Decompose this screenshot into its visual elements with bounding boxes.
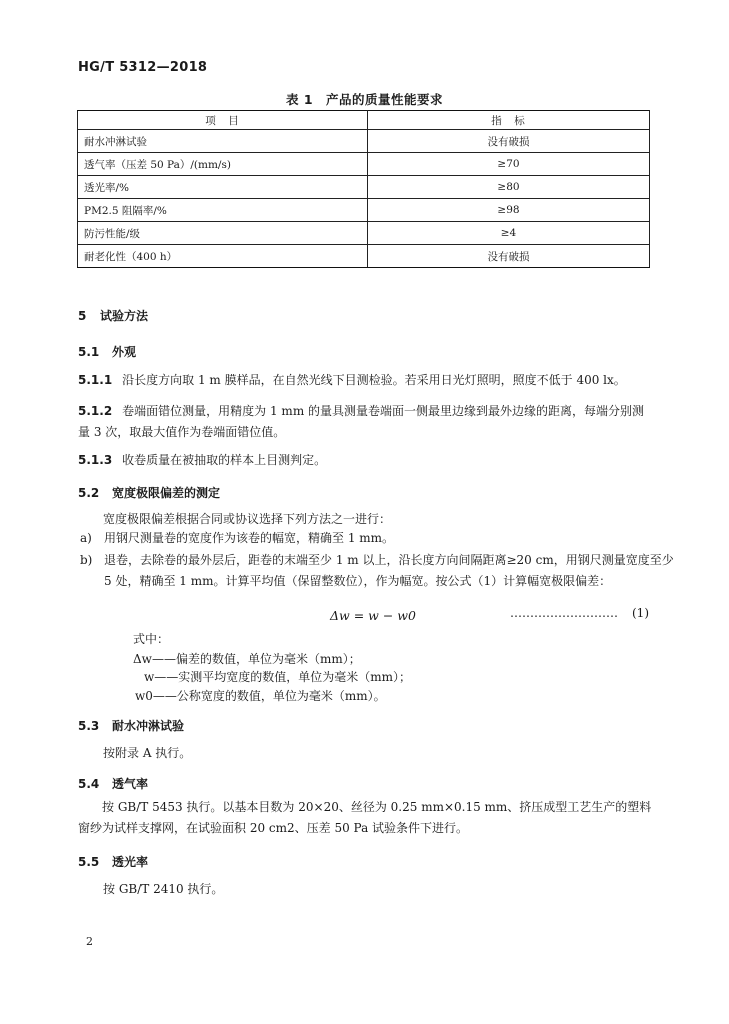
quality-requirements-table bbox=[77, 110, 650, 268]
section-title: 耐水冲淋试验 bbox=[112, 719, 185, 733]
list-item-b bbox=[80, 550, 678, 592]
list-text: 退卷，去除卷的最外层后，距卷的末端至少 1 m 以上，沿长度方向间隔距离≥20 cm，用钢尺测量宽度至少 5 处，精确至 1 mm。计算平均值（保留整数位），作为幅宽。按公式（1）计算幅宽极限偏差： bbox=[104, 553, 674, 588]
section-5-5-text: 按 GB/T 2410 执行。 bbox=[103, 882, 224, 896]
formula-leader-dots: ……………………… bbox=[510, 606, 618, 620]
section-5-heading bbox=[78, 307, 148, 324]
table-header-row bbox=[78, 111, 650, 130]
table-row bbox=[78, 199, 650, 222]
row-value: ≥98 bbox=[368, 199, 650, 222]
section-number: 5 bbox=[78, 309, 87, 323]
list-letter: b) bbox=[80, 553, 93, 567]
section-title: 试验方法 bbox=[100, 309, 149, 323]
table-row bbox=[78, 176, 650, 199]
row-value: 没有破损 bbox=[368, 130, 650, 153]
clause-number: 5.1.3 bbox=[78, 453, 113, 467]
paragraph-5-1-2 bbox=[78, 401, 654, 443]
list-item-a bbox=[80, 528, 654, 549]
row-value: ≥70 bbox=[368, 153, 650, 176]
row-item: PM2.5 阻隔率/% bbox=[78, 199, 368, 222]
section-number: 5.2 bbox=[78, 486, 100, 500]
row-item: 耐水冲淋试验 bbox=[78, 130, 368, 153]
clause-text: 收卷质量在被抽取的样本上目测判定。 bbox=[122, 453, 327, 467]
table-row bbox=[78, 130, 650, 153]
clause-number: 5.1.2 bbox=[78, 404, 113, 418]
section-number: 5.1 bbox=[78, 345, 100, 359]
section-5-5-heading bbox=[78, 853, 148, 870]
header-index: 指 标 bbox=[368, 111, 650, 130]
clause-text: 卷端面错位测量，用精度为 1 mm 的量具测量卷端面一侧最里边缘到最外边缘的距离，每端分别测量 3 次，取最大值作为卷端面错位值。 bbox=[78, 404, 645, 439]
row-value: 没有破损 bbox=[368, 245, 650, 268]
list-letter: a) bbox=[80, 531, 92, 545]
table-row bbox=[78, 245, 650, 268]
clause-number: 5.1.1 bbox=[78, 373, 113, 387]
table-row bbox=[78, 222, 650, 245]
row-item: 透光率/% bbox=[78, 176, 368, 199]
width-deviation-intro: 宽度极限偏差根据合同或协议选择下列方法之一进行： bbox=[103, 512, 392, 526]
formula-where-label: 式中： bbox=[133, 632, 170, 646]
header-item: 项 目 bbox=[78, 111, 368, 130]
section-5-2-heading bbox=[78, 484, 220, 501]
table-row bbox=[78, 153, 650, 176]
section-5-3-text: 按附录 A 执行。 bbox=[103, 746, 192, 760]
paragraph-5-1-3 bbox=[78, 450, 654, 471]
section-5-3-heading bbox=[78, 717, 184, 734]
row-item: 耐老化性（400 h） bbox=[78, 245, 368, 268]
formula-number: (1) bbox=[632, 606, 649, 620]
table-caption: 表 1 产品的质量性能要求 bbox=[285, 92, 444, 107]
formula-variable-w0: w0——公称宽度的数值，单位为毫米（mm）。 bbox=[135, 689, 386, 703]
section-title: 透气率 bbox=[112, 777, 149, 791]
section-number: 5.5 bbox=[78, 855, 100, 869]
page-number: 2 bbox=[86, 935, 93, 948]
section-title: 透光率 bbox=[112, 855, 149, 869]
formula-width-deviation: Δw = w − w0 bbox=[330, 608, 416, 623]
section-5-4-text: 按 GB/T 5453 执行。以基本目数为 20×20、丝径为 0.25 mm×0.15 mm、挤压成型工艺生产的塑料窗纱为试样支撑网，在试验面积 20 cm2、压差 50 Pa 试验条件下进行。 bbox=[78, 800, 652, 835]
row-value: ≥4 bbox=[368, 222, 650, 245]
section-title: 外观 bbox=[112, 345, 137, 359]
section-number: 5.4 bbox=[78, 777, 100, 791]
section-title: 宽度极限偏差的测定 bbox=[112, 486, 221, 500]
section-5-1-heading bbox=[78, 343, 136, 360]
formula-variable-w: w——实测平均宽度的数值，单位为毫米（mm）； bbox=[144, 670, 412, 684]
row-value: ≥80 bbox=[368, 176, 650, 199]
clause-text: 沿长度方向取 1 m 膜样品，在自然光线下目测检验。若采用日光灯照明，照度不低于 400 lx。 bbox=[122, 373, 626, 387]
list-text: 用钢尺测量卷的宽度作为该卷的幅宽，精确至 1 mm。 bbox=[104, 531, 395, 545]
paragraph-5-1-1 bbox=[78, 370, 654, 391]
section-number: 5.3 bbox=[78, 719, 100, 733]
row-item: 透气率（压差 50 Pa）/(mm/s) bbox=[78, 153, 368, 176]
standard-code: HG/T 5312—2018 bbox=[78, 60, 208, 75]
section-5-4-heading bbox=[78, 775, 148, 792]
formula-variable-delta-w: Δw——偏差的数值，单位为毫米（mm）； bbox=[133, 652, 361, 666]
row-item: 防污性能/级 bbox=[78, 222, 368, 245]
